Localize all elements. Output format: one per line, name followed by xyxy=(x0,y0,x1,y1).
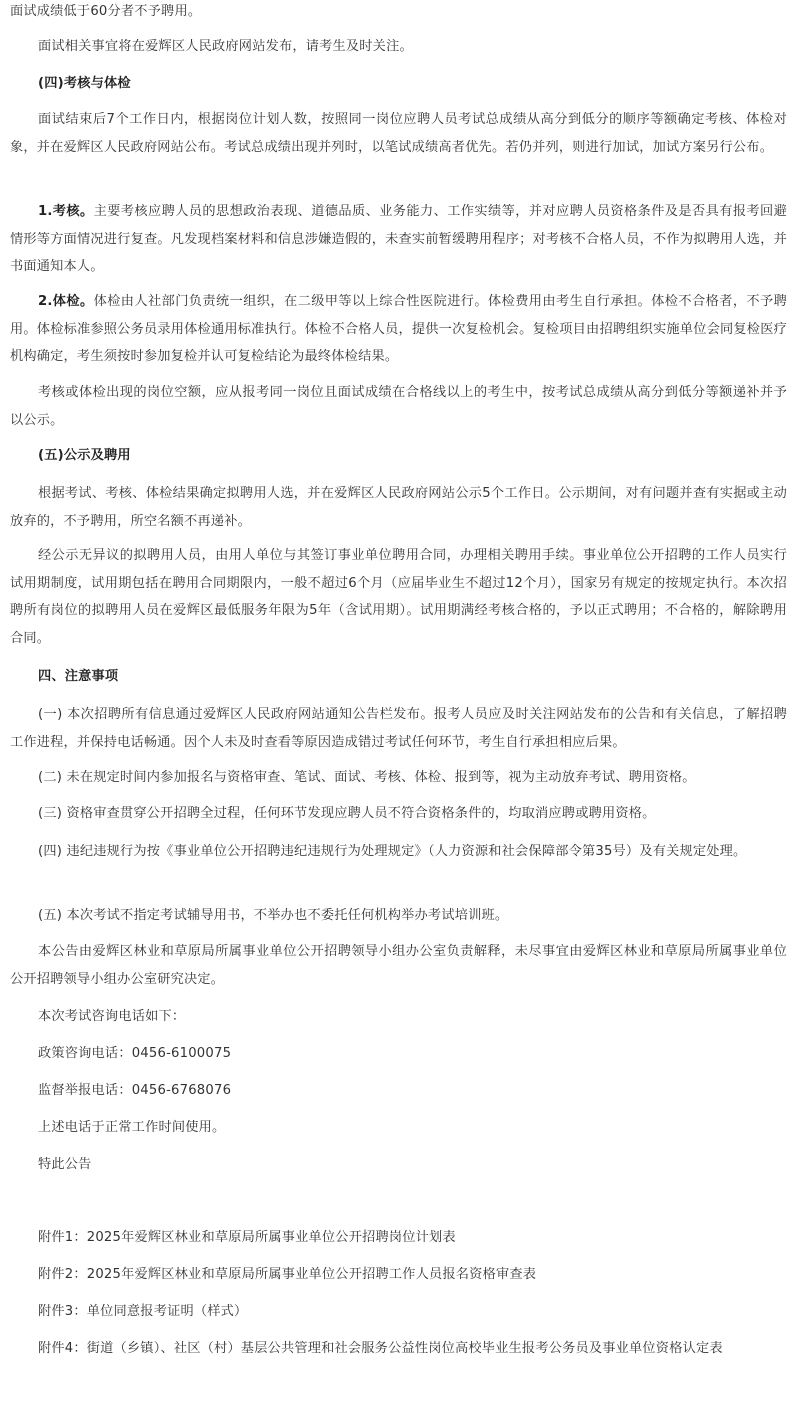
paragraph-vacancy-fill: 考核或体检出现的岗位空额，应从报考同一岗位且面试成绩在合格线以上的考生中，按考试总成绩从高分到低分等额递补并予以公示。 xyxy=(10,385,787,428)
note-item-2: (二) 未在规定时间内参加报名与资格审查、笔试、面试、考核、体检、报到等，视为主动放弃考试、聘用资格。 xyxy=(38,770,696,785)
attachment-link-1[interactable]: 附件1：2025年爱辉区林业和草原局所属事业单位公开招聘岗位计划表 xyxy=(38,1230,456,1245)
paragraph-health-check xyxy=(10,288,787,371)
supervision-phone: 监督举报电话：0456-6768076 xyxy=(38,1083,232,1098)
heading-public-hiring: (五)公示及聘用 xyxy=(38,448,131,463)
heading-notes: 四、注意事项 xyxy=(38,669,119,684)
review-body: 主要考核应聘人员的思想政治表现、道德品质、业务能力、工作实绩等，并对应聘人员资格条件及是否具有报考回避情形等方面情况进行复查。凡发现档案材料和信息涉嫌造假的，未查实前暂缓聘用程序；对考核不合格人员，不作为拟聘用人选，并书面通知本人。 xyxy=(10,204,788,274)
policy-phone: 政策咨询电话：0456-6100075 xyxy=(38,1046,232,1061)
attachment-link-2[interactable]: 附件2：2025年爱辉区林业和草原局所属事业单位公开招聘工作人员报名资格审查表 xyxy=(38,1267,537,1282)
paragraph-interpretation: 本公告由爱辉区林业和草原局所属事业单位公开招聘领导小组办公室负责解释，未尽事宜由爱辉区林业和草原局所属事业单位公开招聘领导小组办公室研究决定。 xyxy=(10,944,787,987)
paragraph-contract: 经公示无异议的拟聘用人员，由用人单位与其签订事业单位聘用合同，办理相关聘用手续。事业单位公开招聘的工作人员实行试用期制度，试用期包括在聘用合同期限内，一般不超过6个月（应届毕业生不超过12个月），国家另有规定的按规定执行。本次招聘所有岗位的拟聘用人员在爱辉区最低服务年限为5年（含试用期）。试用期满经考核合格的，予以正式聘用；不合格的，解除聘用合同。 xyxy=(10,548,787,646)
paragraph-review xyxy=(10,198,787,281)
paragraph-contact-intro: 本次考试咨询电话如下： xyxy=(38,1009,186,1024)
health-check-lead-label: 2.体检。 xyxy=(38,294,94,309)
paragraph-closing: 特此公告 xyxy=(38,1157,92,1172)
paragraph-interview-score: 面试成绩低于60分者不予聘用。 xyxy=(10,4,202,19)
note-item-5: (五) 本次考试不指定考试辅导用书，不举办也不委托任何机构举办考试培训班。 xyxy=(38,908,509,923)
paragraph-review-scope: 面试结束后7个工作日内，根据岗位计划人数，按照同一岗位应聘人员考试总成绩从高分到低分的顺序等额确定考核、体检对象，并在爱辉区人民政府网站公布。考试总成绩出现并列时，以笔试成绩高者优先。若仍并列，则进行加试，加试方案另行公布。 xyxy=(10,112,787,155)
attachment-link-3[interactable]: 附件3：单位同意报考证明（样式） xyxy=(38,1304,248,1319)
heading-review-health-check: (四)考核与体检 xyxy=(38,76,131,91)
paragraph-publicity: 根据考试、考核、体检结果确定拟聘用人选，并在爱辉区人民政府网站公示5个工作日。公示期间，对有问题并查有实据或主动放弃的，不予聘用，所空名额不再递补。 xyxy=(10,486,787,529)
note-item-1: (一) 本次招聘所有信息通过爱辉区人民政府网站通知公告栏发布。报考人员应及时关注网站发布的公告和有关信息，了解招聘工作进程，并保持电话畅通。因个人未及时查看等原因造成错过考试任何环节，考生自行承担相应后果。 xyxy=(10,707,787,750)
attachment-link-4[interactable]: 附件4：街道（乡镇）、社区（村）基层公共管理和社会服务公益性岗位高校毕业生报考公务员及事业单位资格认定表 xyxy=(38,1341,723,1356)
paragraph-phone-hours: 上述电话于正常工作时间使用。 xyxy=(38,1120,226,1135)
note-item-3: (三) 资格审查贯穿公开招聘全过程，任何环节发现应聘人员不符合资格条件的，均取消应聘或聘用资格。 xyxy=(38,806,656,821)
paragraph-interview-notice: 面试相关事宜将在爱辉区人民政府网站发布，请考生及时关注。 xyxy=(38,39,413,54)
note-item-4: (四) 违纪违规行为按《事业单位公开招聘违纪违规行为处理规定》（人力资源和社会保障部令第35号）及有关规定处理。 xyxy=(38,844,747,859)
health-check-body: 体检由人社部门负责统一组织，在二级甲等以上综合性医院进行。体检费用由考生自行承担。体检不合格者，不予聘用。体检标准参照公务员录用体检通用标准执行。体检不合格人员，提供一次复检机会。复检项目由招聘组织实施单位会同复检医疗机构确定，考生须按时参加复检并认可复检结论为最终体检结果。 xyxy=(10,294,788,364)
review-lead-label: 1.考核。 xyxy=(38,204,94,219)
